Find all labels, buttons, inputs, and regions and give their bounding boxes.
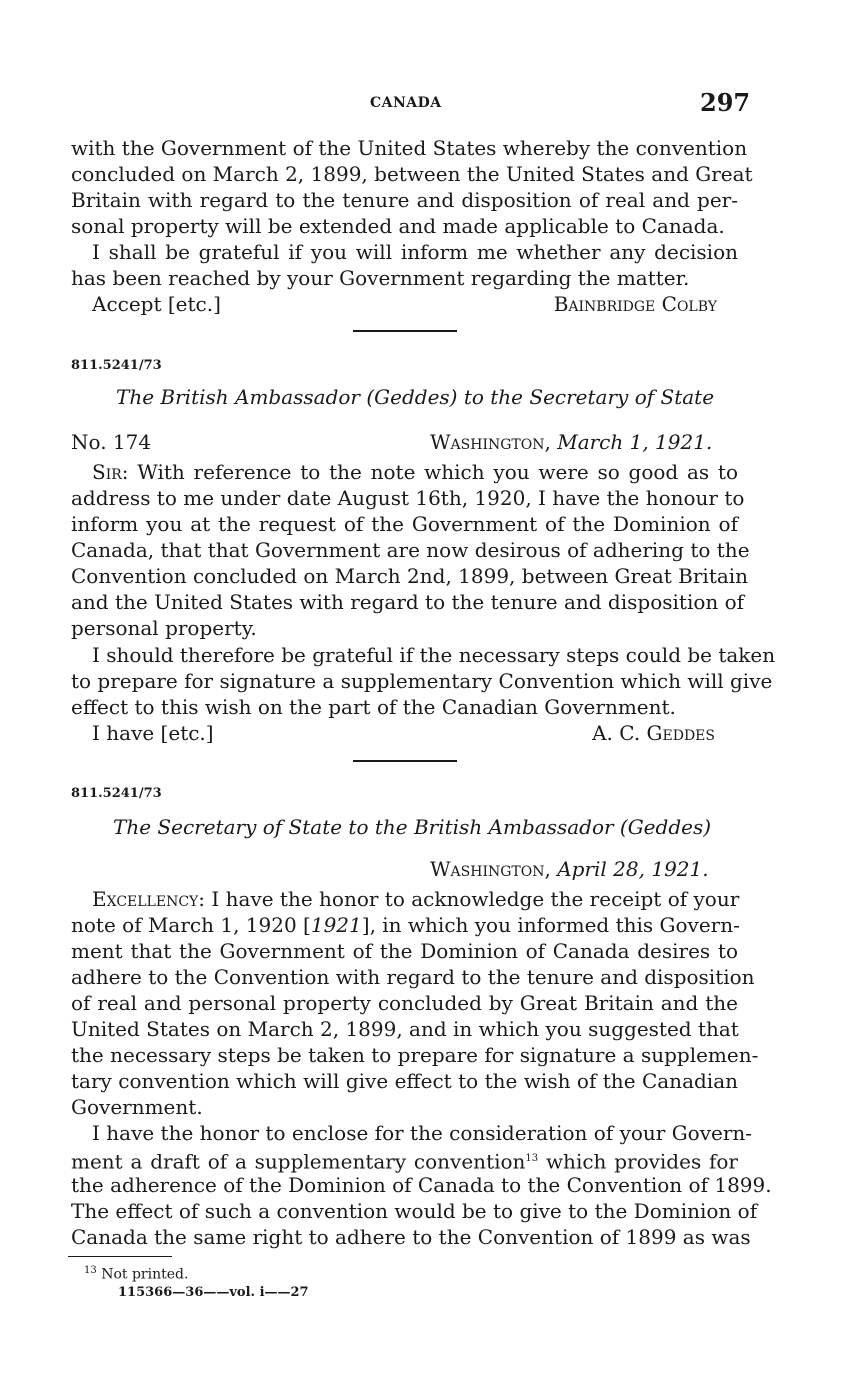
- text-line: with the Government of the United States whereby the convention: [71, 136, 748, 160]
- text-line: Government.: [71, 1095, 203, 1119]
- text-line: Canada the same right to adhere to the Convention of 1899 as was: [71, 1225, 751, 1249]
- text-line: I should therefore be grateful if the necessary steps could be taken: [92, 643, 776, 667]
- dateline: [430, 857, 709, 881]
- footnote: [84, 1265, 188, 1283]
- text-span: ], in which you informed this Govern-: [361, 913, 740, 937]
- section-divider: [353, 760, 457, 762]
- text-line: United States on March 2, 1899, and in which you suggested that: [71, 1017, 739, 1041]
- footnote-text: Not printed.: [101, 1266, 189, 1283]
- dateline-date: April 28, 1921.: [557, 857, 709, 881]
- text-line: effect to this wish on the part of the Canadian Government.: [71, 695, 676, 719]
- text-line: personal property.: [71, 616, 257, 640]
- text-line: Britain with regard to the tenure and disposition of real and per-: [71, 188, 738, 212]
- document-heading: The Secretary of State to the British Ambassador (Geddes): [113, 815, 712, 839]
- file-number: 811.5241/73: [71, 358, 162, 373]
- file-number: 811.5241/73: [71, 786, 162, 801]
- salutation: Excellency:: [92, 887, 206, 911]
- text-line: inform you at the request of the Government of the Dominion of: [71, 512, 738, 536]
- footnote-marker: 13: [84, 1265, 97, 1276]
- dateline-date: March 1, 1921.: [557, 430, 713, 454]
- text-line: to prepare for signature a supplementary Convention which will give: [71, 669, 773, 693]
- salutation: Sir:: [92, 460, 129, 484]
- text-line: [71, 912, 738, 938]
- text-line: address to me under date August 16th, 1920, I have the honour to: [71, 486, 745, 510]
- text-span: With reference to the note which you were so good as to: [137, 460, 738, 484]
- printer-line: 115366—36——vol. i——27: [118, 1285, 309, 1300]
- signature: Bainbridge Colby: [553, 292, 717, 316]
- page-number: 297: [700, 88, 751, 117]
- text-line: I have the honor to enclose for the consideration of your Govern-: [92, 1121, 753, 1145]
- running-title: CANADA: [370, 95, 442, 111]
- text-span: which provides for: [538, 1149, 738, 1174]
- document-number: No. 174: [71, 430, 152, 454]
- footnote-divider: [68, 1256, 172, 1257]
- signature: [592, 720, 715, 746]
- signature-text: A. C. Geddes: [592, 721, 715, 745]
- text-span: I have the honor to acknowledge the receipt of your: [211, 887, 740, 911]
- dateline-place: Washington,: [430, 857, 551, 881]
- text-line: sonal property will be extended and made applicable to Canada.: [71, 214, 725, 238]
- text-line: the adherence of the Dominion of Canada to the Convention of 1899.: [71, 1173, 772, 1197]
- document-heading: The British Ambassador (Geddes) to the Secretary of State: [116, 385, 715, 409]
- text-line: Convention concluded on March 2nd, 1899, between Great Britain: [71, 564, 749, 588]
- dateline-place: Washington,: [430, 430, 551, 454]
- section-divider: [353, 330, 457, 332]
- text-line: Canada, that that Government are now desirous of adhering to the: [71, 538, 750, 562]
- text-line: concluded on March 2, 1899, between the United States and Great: [71, 162, 753, 186]
- text-line: ment that the Government of the Dominion of Canada desires to: [71, 939, 738, 963]
- bracketed-year: 1921: [310, 913, 362, 937]
- closing-text: Accept [etc.]: [92, 292, 221, 316]
- text-line: [71, 1146, 738, 1175]
- text-line: The effect of such a convention would be to give to the Dominion of: [71, 1199, 758, 1223]
- text-line: and the United States with regard to the tenure and disposition of: [71, 590, 745, 614]
- text-line: of real and personal property concluded by Great Britain and the: [71, 991, 738, 1015]
- closing-text: I have [etc.]: [92, 721, 214, 745]
- text-span: note of March 1, 1920 [: [71, 913, 311, 937]
- text-line: [71, 886, 738, 912]
- text-line: [71, 459, 738, 485]
- text-span: ment a draft of a supplementary convention: [71, 1149, 526, 1174]
- text-line: tary convention which will give effect to the wish of the Canadian: [71, 1069, 738, 1093]
- dateline: [430, 430, 712, 454]
- text-line: the necessary steps be taken to prepare for signature a supplemen-: [71, 1043, 759, 1067]
- text-line: I shall be grateful if you will inform me whether any decision: [92, 240, 738, 264]
- text-line: adhere to the Convention with regard to the tenure and disposition: [71, 965, 755, 989]
- footnote-reference[interactable]: 13: [525, 1153, 539, 1164]
- text-line: has been reached by your Government regarding the matter.: [71, 266, 690, 290]
